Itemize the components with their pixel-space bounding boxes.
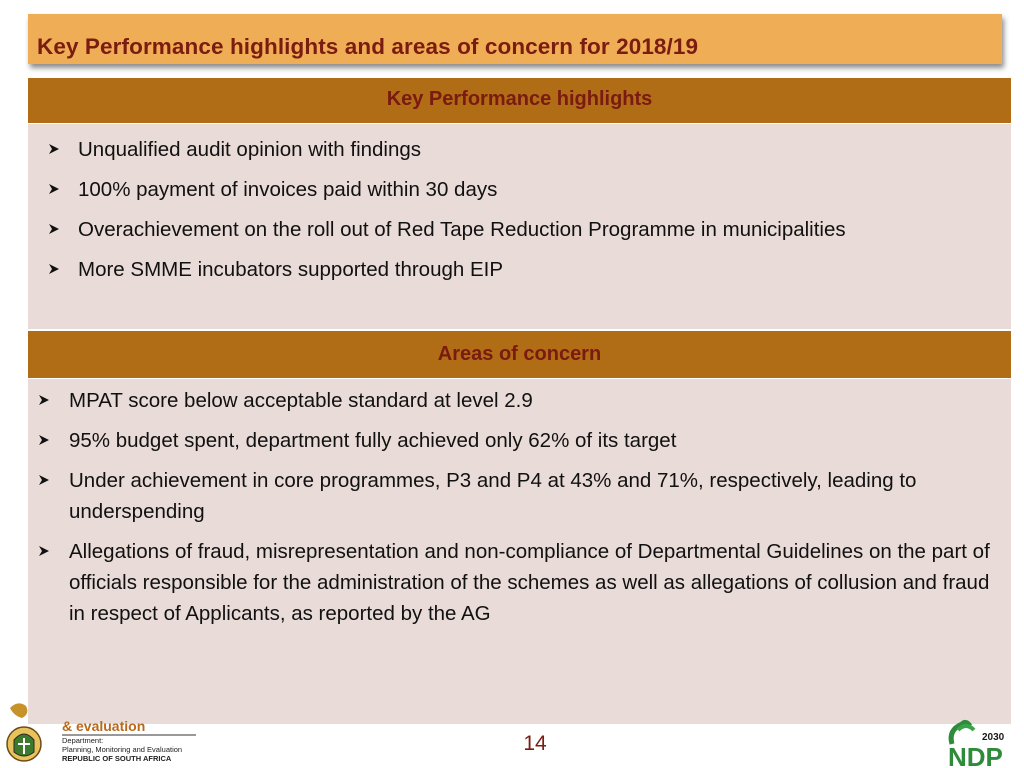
page-number: 14 (523, 732, 547, 755)
list-item (48, 214, 988, 245)
ndp-2030-logo-icon (944, 718, 1014, 768)
list-item (48, 254, 988, 285)
ndp-label: NDP (948, 742, 1003, 768)
ndp-year: 2030 (982, 732, 1005, 743)
dept-line2: Planning, Monitoring and Evaluation (62, 745, 183, 754)
arrow-bullet-icon (48, 183, 60, 195)
list-item-text: Unqualified audit opinion with findings (78, 138, 422, 161)
list-item (38, 425, 1003, 456)
concerns-header: Areas of concern (28, 331, 1011, 379)
dept-line3: REPUBLIC OF SOUTH AFRICA (62, 754, 172, 763)
title-bar (28, 14, 1002, 64)
concerns-body (28, 379, 1011, 724)
list-item (48, 174, 988, 205)
list-item (48, 134, 988, 165)
highlights-header: Key Performance highlights (28, 78, 1011, 124)
slide-title: Key Performance highlights and areas of concern for 2018/19 (37, 34, 699, 59)
arrow-bullet-icon (48, 223, 60, 235)
list-item-text: Allegations of fraud, misrepresentation and non-compliance of Departmental Guidelines on the part of officials responsible for the administration of the schemes as well as allegations of collusion and fraud in respect of Applicants, as reported by the AG (69, 540, 990, 625)
highlights-list (48, 134, 988, 294)
arrow-bullet-icon (38, 474, 50, 486)
list-item-text: MPAT score below acceptable standard at level 2.9 (69, 389, 533, 412)
list-item-text: Overachievement on the roll out of Red Tape Reduction Programme in municipalities (78, 218, 846, 241)
dept-line1: Department: (62, 736, 104, 745)
arrow-bullet-icon (38, 434, 50, 446)
list-item-text: 95% budget spent, department fully achieved only 62% of its target (69, 429, 677, 452)
department-logo (0, 700, 200, 768)
list-item-text: More SMME incubators supported through EIP (78, 258, 504, 281)
list-item (38, 385, 1003, 416)
list-item-text: Under achievement in core programmes, P3 and P4 at 43% and 71%, respectively, leading to underspending (69, 469, 917, 523)
list-item (38, 536, 1003, 629)
arrow-bullet-icon (48, 143, 60, 155)
highlights-body (28, 124, 1011, 331)
arrow-bullet-icon (48, 263, 60, 275)
dept-tagline: & evaluation (62, 718, 146, 734)
list-item (38, 465, 1003, 527)
concerns-list (38, 385, 1003, 638)
arrow-bullet-icon (38, 394, 50, 406)
arrow-bullet-icon (38, 545, 50, 557)
content-table (28, 78, 1011, 724)
list-item-text: 100% payment of invoices paid within 30 days (78, 178, 498, 201)
coat-of-arms-icon (7, 703, 41, 761)
